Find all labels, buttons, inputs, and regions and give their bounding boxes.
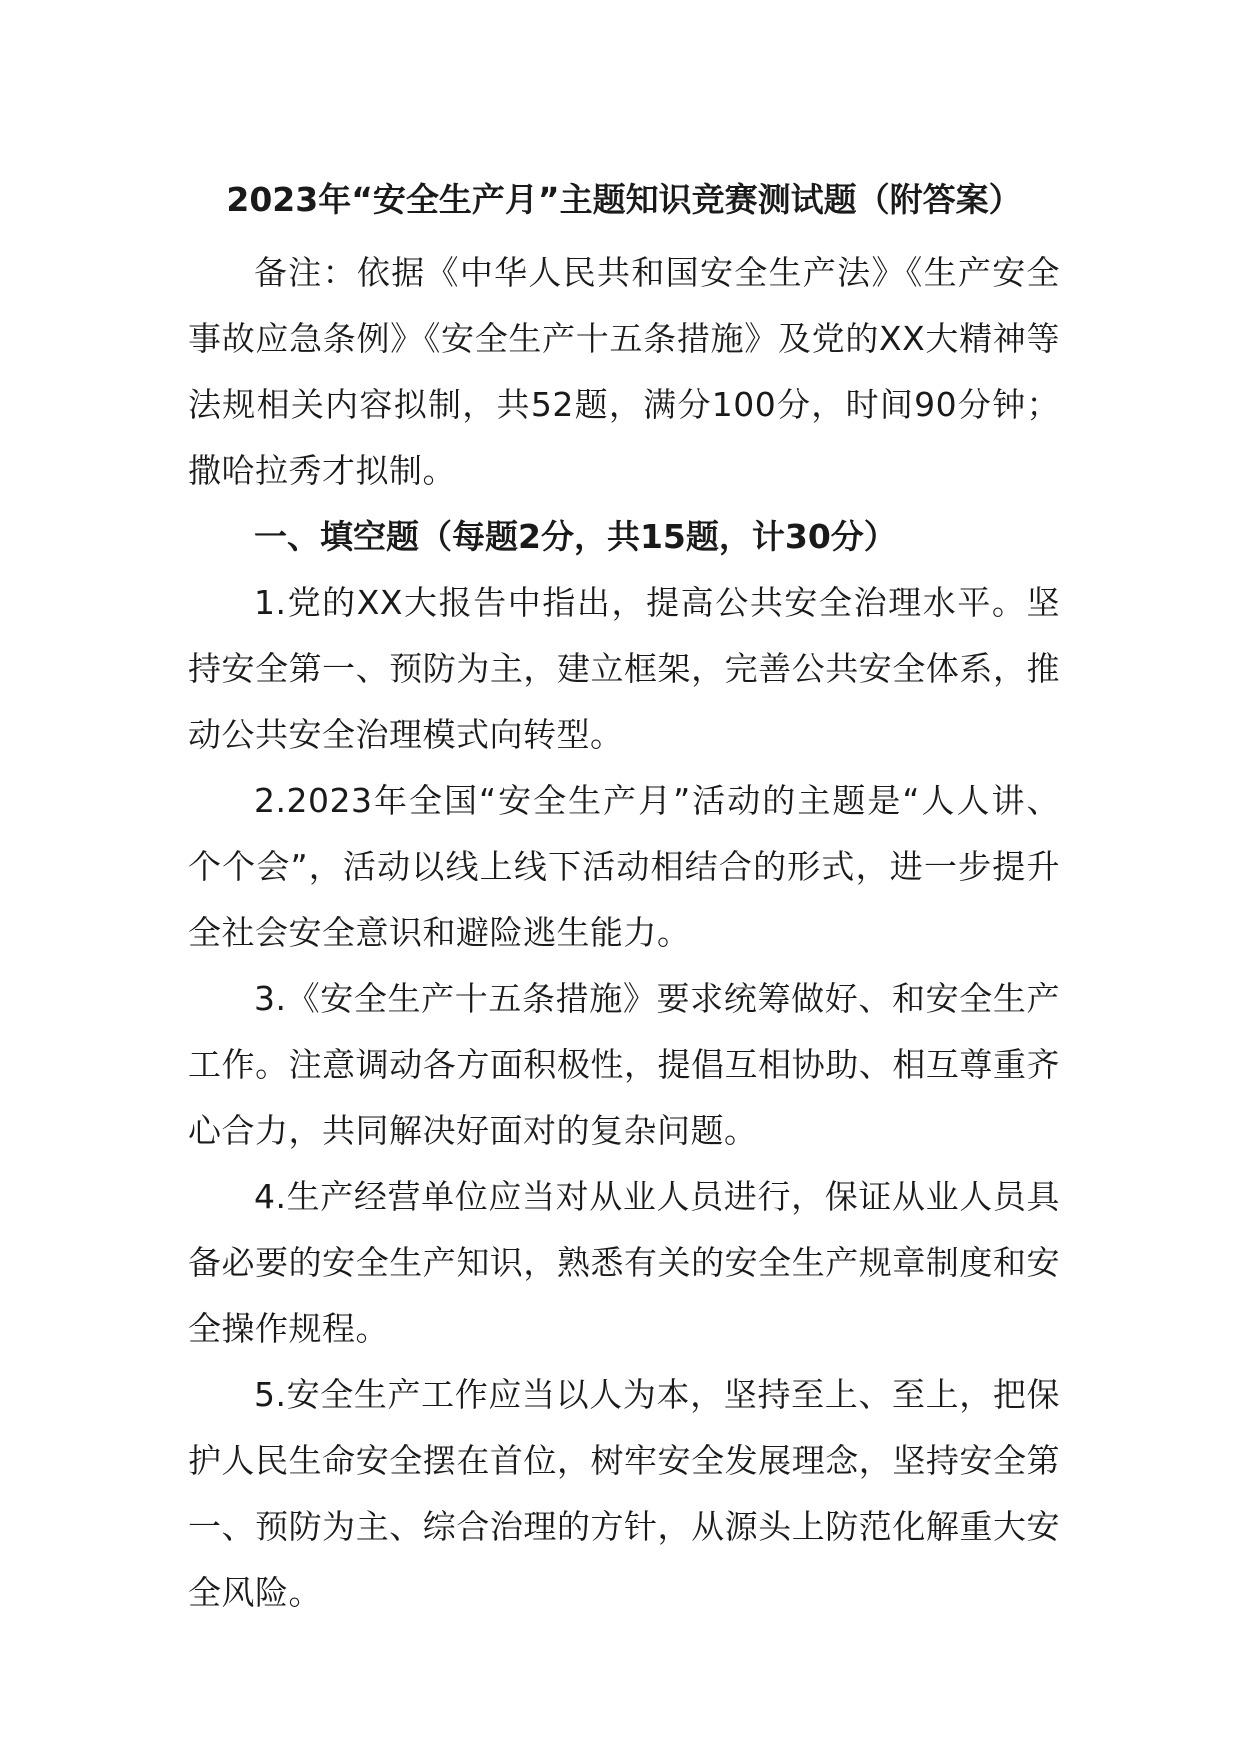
- question-2: 2.2023年全国“安全生产月”活动的主题是“人人讲、个个会”，活动以线上线下活动相结合的形式，进一步提升全社会安全意识和避险逃生能力。: [188, 781, 1060, 952]
- document-title: 2023年“安全生产月”主题知识竞赛测试题（附答案）: [226, 180, 1022, 219]
- question-4: 4.生产经营单位应当对从业人员进行，保证从业人员具备必要的安全生产知识，熟悉有关的安全生产规章制度和安全操作规程。: [188, 1177, 1060, 1348]
- section-heading: 一、填空题（每题2分，共15题，计30分）: [254, 517, 897, 556]
- question-5: 5.安全生产工作应当以人为本，坚持至上、至上，把保护人民生命安全摆在首位，树牢安全发展理念，坚持安全第一、预防为主、综合治理的方针，从源头上防范化解重大安全风险。: [188, 1375, 1060, 1612]
- document-page: [188, 170, 1060, 1626]
- note-paragraph: 备注：依据《中华人民共和国安全生产法》《生产安全事故应急条例》《安全生产十五条措施》及党的XX大精神等法规相关内容拟制，共52题，满分100分，时间90分钟；撒哈拉秀才拟制。: [188, 253, 1060, 490]
- question-3: 3.《安全生产十五条措施》要求统筹做好、和安全生产工作。注意调动各方面积极性，提倡互相协助、相互尊重齐心合力，共同解决好面对的复杂问题。: [188, 979, 1060, 1150]
- question-1: 1.党的XX大报告中指出，提高公共安全治理水平。坚持安全第一、预防为主，建立框架，完善公共安全体系，推动公共安全治理模式向转型。: [188, 583, 1060, 754]
